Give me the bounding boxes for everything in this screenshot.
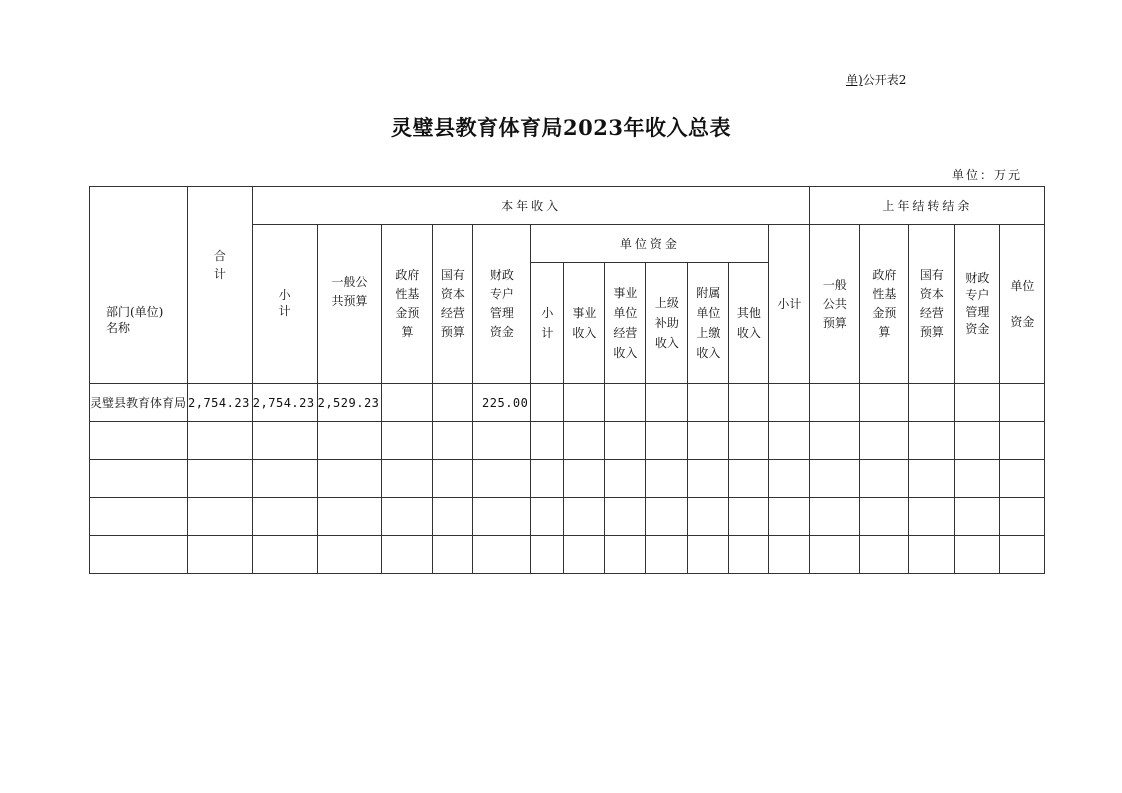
header-cy-general-public: 一般公共预算	[317, 225, 382, 384]
table-row-empty	[90, 536, 1045, 574]
unit-label: 单位：万元	[952, 168, 1023, 182]
row-cell	[955, 384, 1000, 422]
row-cy-general-public: 2,529.23	[317, 384, 382, 422]
row-cell	[729, 384, 769, 422]
table-row-empty	[90, 460, 1045, 498]
header-uf-subtotal: 小计	[531, 263, 564, 384]
form-code-label: 公开表2	[862, 73, 907, 87]
header-py-general-public: 一般公共预算	[810, 225, 860, 384]
row-cy-state-capital	[433, 384, 473, 422]
header-cy-fiscal-special: 财政专户管理资金	[473, 225, 531, 384]
header-py-gov-fund: 政府性基金预算	[860, 225, 909, 384]
row-cell	[688, 384, 729, 422]
row-cell	[810, 384, 860, 422]
header-dept: 部门(单位)名称	[90, 187, 188, 384]
table-row	[90, 384, 1045, 422]
header-cy-gov-fund: 政府性基金预算	[382, 225, 433, 384]
header-py-state-capital: 国有资本经营预算	[909, 225, 955, 384]
header-unit-funds: 单位资金	[531, 225, 769, 263]
row-cell	[769, 384, 810, 422]
header-py-unit-funds: 单位资金	[1000, 225, 1045, 384]
header-py-fiscal-special: 财政专户管理资金	[955, 225, 1000, 384]
header-py-subtotal: 小计	[769, 225, 810, 384]
header-uf-affiliated-payment: 附属单位上缴收入	[688, 263, 729, 384]
page-title: 灵璧县教育体育局2023年收入总表	[391, 115, 731, 140]
header-uf-business-income: 事业收入	[564, 263, 605, 384]
row-cell	[909, 384, 955, 422]
row-cell	[605, 384, 646, 422]
table-row-empty	[90, 422, 1045, 460]
row-dept-name: 灵璧县教育体育局	[90, 384, 188, 422]
row-cell	[860, 384, 909, 422]
table-row-empty	[90, 498, 1045, 536]
header-uf-superior-subsidy: 上级补助收入	[646, 263, 688, 384]
header-uf-other-income: 其他收入	[729, 263, 769, 384]
row-cell	[646, 384, 688, 422]
row-cy-fiscal-special: 225.00	[473, 384, 531, 422]
income-summary-table	[89, 186, 1045, 574]
header-uf-operating-income: 事业单位经营收入	[605, 263, 646, 384]
row-cy-gov-fund	[382, 384, 433, 422]
row-cell	[531, 384, 564, 422]
header-current-year: 本年收入	[252, 187, 810, 225]
row-cy-subtotal: 2,754.23	[252, 384, 317, 422]
row-cell	[564, 384, 605, 422]
row-cell	[1000, 384, 1045, 422]
header-cy-subtotal: 小计	[252, 225, 317, 384]
form-code-prefix: 单)	[846, 73, 863, 87]
header-total: 合计	[188, 187, 253, 384]
row-total: 2,754.23	[188, 384, 253, 422]
form-code	[846, 71, 906, 88]
header-cy-state-capital: 国有资本经营预算	[433, 225, 473, 384]
header-prior-year: 上年结转结余	[810, 187, 1045, 225]
